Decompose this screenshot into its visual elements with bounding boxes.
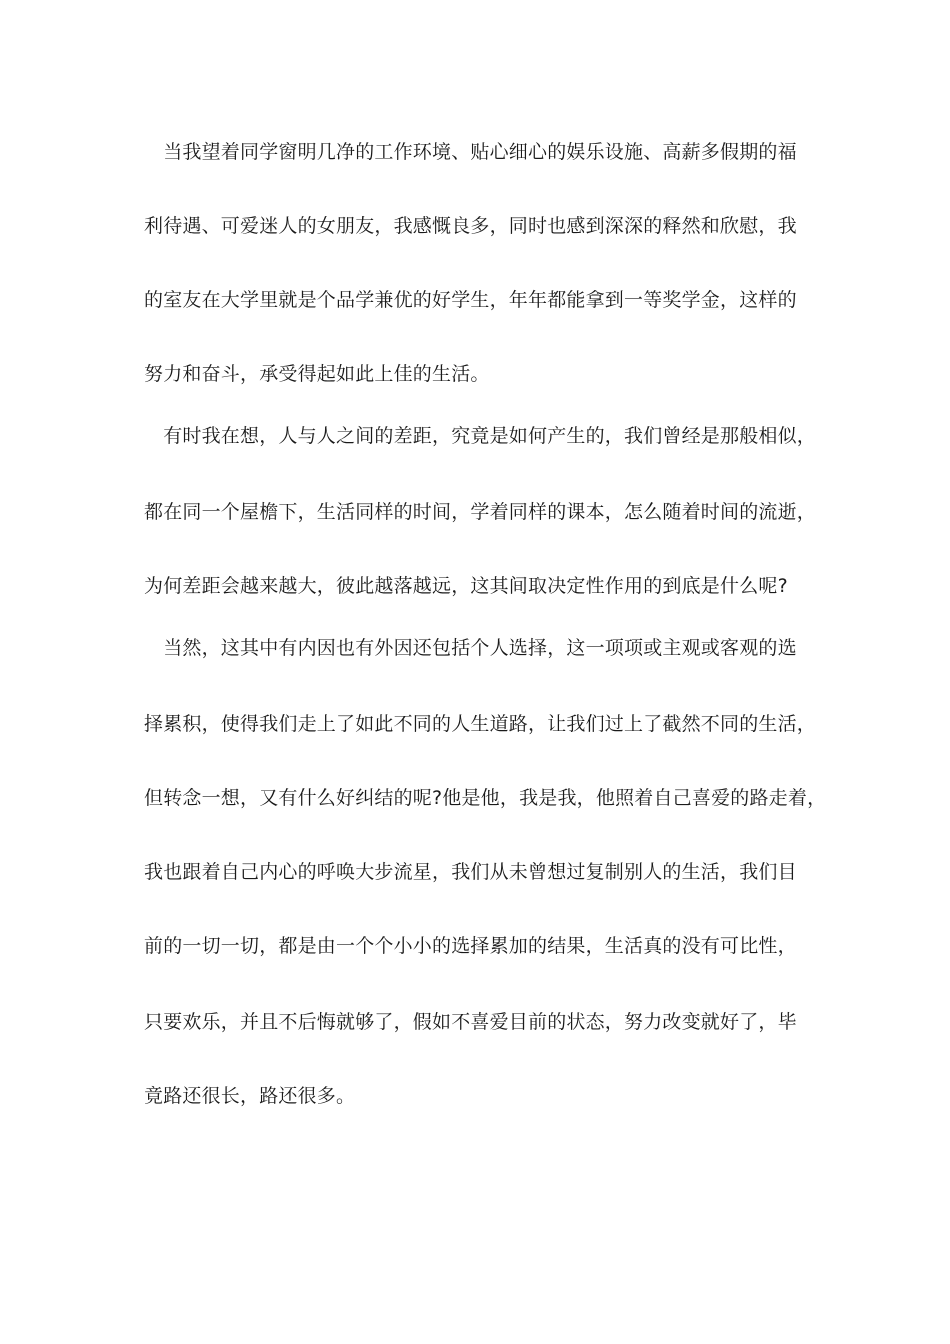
paragraph-1-line-2: 利待遇、可爱迷人的女朋友，我感慨良多，同时也感到深深的释然和欣慰，我	[144, 215, 797, 237]
paragraph-2-line-3: 为何差距会越来越大，彼此越落越远，这其间取决定性作用的到底是什么呢?	[144, 575, 788, 597]
paragraph-3-line-7: 竟路还很长，路还很多。	[144, 1085, 356, 1107]
paragraph-1-line-1: 当我望着同学窗明几净的工作环境、贴心细心的娱乐设施、高薪多假期的福	[144, 141, 797, 163]
paragraph-1-line-3: 的室友在大学里就是个品学兼优的好学生，年年都能拿到一等奖学金，这样的	[144, 289, 797, 311]
paragraph-3-line-4: 我也跟着自己内心的呼唤大步流星，我们从未曾想过复制别人的生活，我们目	[144, 861, 797, 883]
paragraph-2-line-2: 都在同一个屋檐下，生活同样的时间，学着同样的课本，怎么随着时间的流逝，	[144, 501, 817, 523]
paragraph-3-line-6: 只要欢乐，并且不后悔就够了，假如不喜爱目前的状态，努力改变就好了，毕	[144, 1011, 797, 1033]
paragraph-3-line-3: 但转念一想，又有什么好纠结的呢?他是他，我是我，他照着自己喜爱的路走着，	[144, 787, 827, 809]
paragraph-3-line-1: 当然，这其中有内因也有外因还包括个人选择，这一项项或主观或客观的选	[144, 637, 797, 659]
paragraph-2-line-1: 有时我在想，人与人之间的差距，究竟是如何产生的，我们曾经是那般相似，	[144, 425, 817, 447]
paragraph-3-line-2: 择累积，使得我们走上了如此不同的人生道路，让我们过上了截然不同的生活，	[144, 713, 817, 735]
paragraph-3-line-5: 前的一切一切，都是由一个个小小的选择累加的结果，生活真的没有可比性，	[144, 935, 797, 957]
paragraph-1-line-4: 努力和奋斗，承受得起如此上佳的生活。	[144, 363, 490, 385]
